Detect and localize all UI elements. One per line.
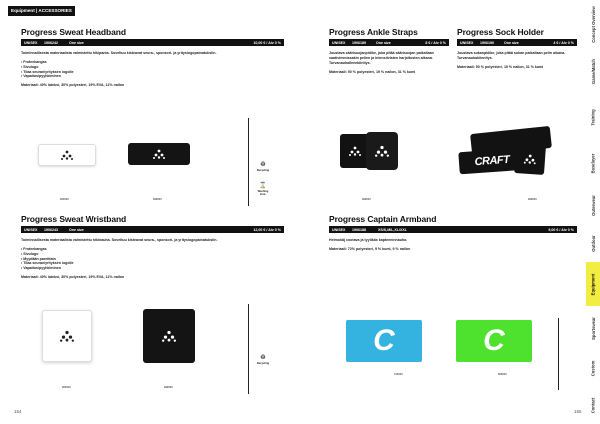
feature-item: • Sivulogo <box>21 251 39 256</box>
material-text: Materiaali: 40% lateksi, 30% polyesteri, 19% EVA, 11% nailon <box>21 83 125 88</box>
craft-logo-icon <box>60 330 74 342</box>
product-code: 1906190 <box>480 40 494 45</box>
divider-line <box>248 304 249 394</box>
product-description: Helmokäj cootava ja tyylikäs kapteeninnauha. <box>329 238 408 242</box>
page-number-left: 154 <box>14 409 22 414</box>
craft-logo-text: CRAFT <box>474 153 510 169</box>
recycle-icon: ♲ <box>260 355 266 361</box>
product-description: Toiminnallisesta materiaalista valmistettu hikinauha. Soveltuu kisteavat seura-, sponsori- ja yritysiogopainatuksiin. <box>21 238 218 242</box>
price-label: 5,00 € / Alv 0 % <box>548 227 574 232</box>
feature-item: • Froteekangas <box>21 60 47 64</box>
material-text: Materiaali: 40% lateksi, 30% polyesteri, 19% EVA, 11% nailon <box>21 274 125 279</box>
feature-item: • Myydään pareittain <box>21 256 56 261</box>
sidebar-tab-sportswear[interactable]: Sportswear <box>590 316 596 340</box>
divider-line <box>558 318 559 390</box>
product-ankle-straps <box>329 27 449 74</box>
craft-logo-icon <box>162 330 176 342</box>
product-captain-armband <box>329 214 577 251</box>
wristband-white-image <box>42 310 92 362</box>
feature-item: • Vapaitus/pyyhkiminen <box>21 266 62 271</box>
color-code: 315000 <box>394 373 403 376</box>
price-label: 10,00 € / Alv 0 % <box>253 40 281 45</box>
sidebar-tab-concept-overview[interactable]: Concept Overview <box>590 5 596 43</box>
gender-label: UNISEX <box>332 40 346 45</box>
size-label: XS/S,M/L,XL/XXL <box>378 227 407 232</box>
care-icon-wash: ⌛ Washing instr. <box>257 183 269 196</box>
material-text: Materiaali: 72% polyesteri, 9 % kumi, 9 % nailon <box>329 247 411 251</box>
ankle-straps-image <box>340 128 400 188</box>
size-label: One size <box>504 40 519 45</box>
sidebar-tab-outdoor[interactable]: Outdoor <box>590 234 596 252</box>
product-info-bar <box>21 39 284 46</box>
feature-item: • Sivulogo <box>21 64 39 69</box>
craft-logo-icon <box>61 150 73 160</box>
feature-list <box>21 247 284 271</box>
headband-black-image <box>128 143 190 165</box>
color-code: 999000 <box>153 198 162 201</box>
color-code: 806000 <box>498 373 507 376</box>
captain-c-letter: C <box>373 324 395 357</box>
product-title: Progress Ankle Straps <box>329 27 418 37</box>
color-code: 900000 <box>62 386 71 389</box>
product-code: 1906189 <box>352 40 366 45</box>
sock-holder-image <box>457 130 553 192</box>
craft-logo-icon <box>375 145 389 157</box>
headband-white-image <box>38 144 96 166</box>
wristband-black-image <box>143 309 195 363</box>
product-headband <box>21 27 284 87</box>
craft-logo-icon <box>349 146 361 156</box>
size-label: One size <box>69 40 84 45</box>
feature-item: • Tilaa seuran/yrityksen logolle <box>21 261 74 266</box>
product-code: 1906188 <box>352 227 366 232</box>
gender-label: UNISEX <box>460 40 474 45</box>
product-title: Progress Sock Holder <box>457 27 544 37</box>
gender-label: UNISEX <box>24 40 38 45</box>
price-label: 8 € / Alv 0 % <box>425 40 446 45</box>
craft-logo-icon <box>524 154 537 165</box>
product-description: Toiminnallisesta materiaalista valmistettu hikipanta. Soveltuu kisteavat seura-, sponsori- ja yritysiogopainatuksiin. <box>21 51 217 55</box>
sidebar-tab-contact[interactable]: Contact <box>590 397 596 413</box>
product-info-bar <box>21 226 284 233</box>
sidebar-tab-equipment[interactable]: Equipment <box>586 262 600 306</box>
gender-label: UNISEX <box>24 227 38 232</box>
size-label: One size <box>69 227 84 232</box>
product-info-bar <box>329 39 449 46</box>
care-icon-recycle: ♲ Recycling <box>256 162 270 172</box>
product-description: Joustava säärisuojanpidike, joka pitää säärisuojan paikallaan vaativimmissakin pelien ja intensiivisten harjoitusten aikana. Turvanauhalleenkiinitys. <box>329 51 434 65</box>
craft-logo-icon <box>153 149 165 159</box>
product-title: Progress Captain Armband <box>329 214 437 224</box>
color-code: 999000 <box>362 198 371 201</box>
color-code: 999000 <box>528 198 537 201</box>
price-label: 4 € / Alv 0 % <box>553 40 574 45</box>
captain-c-letter: C <box>483 324 505 357</box>
size-label: One size <box>376 40 391 45</box>
feature-item: • Froteekangas <box>21 247 47 251</box>
material-text: Materiaali: 50 % polyesteri, 19 % nailon, 31 % kumi <box>329 70 416 74</box>
material-text: Materiaali: 50 % polyesteri, 19 % nailon, 31 % kumi <box>457 65 544 69</box>
product-info-bar <box>329 226 577 233</box>
product-code: 1906243 <box>44 227 58 232</box>
hourglass-icon: ⌛ <box>259 183 267 189</box>
page-number-right: 155 <box>574 409 582 414</box>
feature-item: • Tilaa seuran/yrityksen logolle <box>21 69 74 74</box>
product-title: Progress Sweat Wristband <box>21 214 127 224</box>
product-title: Progress Sweat Headband <box>21 27 126 37</box>
sidebar-tab-training[interactable]: Training <box>590 108 596 126</box>
sidebar-tab-game-match[interactable]: Game/Match <box>590 58 596 84</box>
product-info-bar <box>457 39 577 46</box>
armband-green-image <box>456 320 532 362</box>
recycle-icon: ♲ <box>260 162 266 168</box>
color-code: 999000 <box>164 386 173 389</box>
divider-line <box>248 118 249 206</box>
care-icon-recycle: ♲ Recycling <box>256 355 270 365</box>
section-header-label: Equipment | ACCESSORIES <box>8 6 75 16</box>
product-description: Joustava sukanpidike, joka pitää sukan paikallaan pelin aikana. Turvanauhakiinnitys. <box>457 51 566 60</box>
product-sock-holder <box>457 27 577 69</box>
armband-blue-image <box>346 320 422 362</box>
product-wristband <box>21 214 284 279</box>
color-code: 900000 <box>60 198 69 201</box>
sidebar-tab-baselayer[interactable]: Baselayer <box>590 153 596 173</box>
sidebar-tab-outerwear[interactable]: Outerwear <box>590 194 596 216</box>
section-sidebar <box>586 0 600 424</box>
sidebar-tab-custom[interactable]: Custom <box>590 360 596 376</box>
feature-item: • Vapaitus/pyyhkiminen <box>21 74 62 79</box>
feature-list <box>21 60 284 79</box>
product-code: 1906242 <box>44 40 58 45</box>
price-label: 12,00 € / Alv 0 % <box>253 227 281 232</box>
gender-label: UNISEX <box>332 227 346 232</box>
